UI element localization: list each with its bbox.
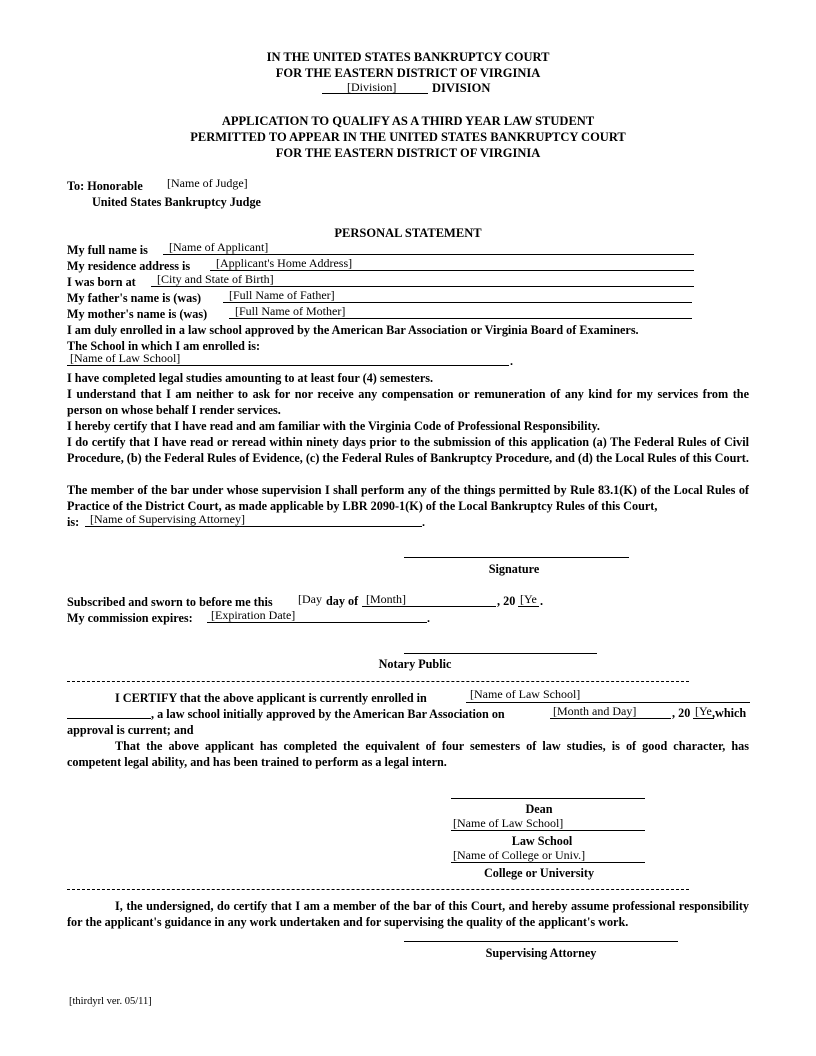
division-label: DIVISION <box>432 81 491 95</box>
rules-certification: I do certify that I have read or reread within ninety days prior to the submission of this application (a) The Federal Rules of Civil Procedure, (b) the Federal Rules of Evidence, (c) the Federal Rules of Bankruptcy Procedure, and (d) the Local Rules of this Court. <box>67 435 749 465</box>
dean-school-underline <box>466 702 750 703</box>
section-divider-2 <box>67 889 689 890</box>
mother-label: My mother's name is (was) <box>67 307 208 321</box>
dean-certify-intro: I CERTIFY that the above applicant is currently enrolled in <box>115 691 427 705</box>
approval-date-field[interactable]: [Month and Day] <box>553 704 637 718</box>
attorney-underline <box>85 526 422 527</box>
dean-school-underline-cont <box>67 718 151 719</box>
school-period: . <box>510 354 513 368</box>
section-divider-1 <box>67 681 689 682</box>
full-name-label: My full name is <box>67 243 148 257</box>
father-label: My father's name is (was) <box>67 291 202 305</box>
school-underline <box>67 365 509 366</box>
approval-year-underline <box>693 718 714 719</box>
mother-underline <box>229 318 692 319</box>
expiration-underline <box>207 622 427 623</box>
comma-twenty: , 20 <box>497 594 516 608</box>
commission-period: . <box>427 611 430 625</box>
personal-statement-heading: PERSONAL STATEMENT <box>334 226 482 240</box>
approval-year-field[interactable]: [Ye <box>695 704 712 718</box>
applicant-character-statement: That the above applicant has completed the equivalent of four semesters of law studies, is of good character, has competent legal ability, and has been trained to perform as a legal intern. <box>67 739 749 769</box>
court-title-line2: FOR THE EASTERN DISTRICT OF VIRGINIA <box>275 66 541 80</box>
attorney-period: . <box>422 515 425 529</box>
division-field[interactable]: [Division] <box>347 80 397 94</box>
compensation-statement: I understand that I am neither to ask for nor receive any compensation or remuneration of any kind for my services from the person on whose behalf I render services. <box>67 387 749 417</box>
school-label: The School in which I am enrolled is: <box>67 339 261 353</box>
month-field[interactable]: [Month] <box>366 592 406 606</box>
day-field[interactable]: [Day <box>298 592 322 606</box>
subscribed-label: Subscribed and sworn to before me this <box>67 595 273 609</box>
court-title-line1: IN THE UNITED STATES BANKRUPTCY COURT <box>266 50 550 64</box>
mother-name-field[interactable]: [Full Name of Mother] <box>235 304 346 318</box>
approval-date-underline <box>550 718 671 719</box>
year-underline <box>518 606 539 607</box>
college-label: College or University <box>483 866 595 880</box>
form-version: [thirdyrl ver. 05/11] <box>69 996 152 1007</box>
application-title-line3: FOR THE EASTERN DISTRICT OF VIRGINIA <box>275 146 541 160</box>
judge-name-field[interactable]: [Name of Judge] <box>167 176 248 190</box>
attorney-signature-line[interactable] <box>404 941 678 942</box>
birthplace-underline <box>151 286 694 287</box>
college-line <box>451 862 645 863</box>
which-label: ,which <box>712 706 747 720</box>
commission-label: My commission expires: <box>67 611 193 625</box>
full-name-field[interactable]: [Name of Applicant] <box>169 240 269 254</box>
father-name-field[interactable]: [Full Name of Father] <box>229 288 335 302</box>
year-period: . <box>540 594 544 608</box>
application-title-line1: APPLICATION TO QUALIFY AS A THIRD YEAR LAW STUDENT <box>221 114 595 128</box>
expiration-field[interactable]: [Expiration Date] <box>211 608 296 622</box>
day-of-label: day of <box>326 594 359 608</box>
college-field[interactable]: [Name of College or Univ.] <box>453 848 586 862</box>
approval-current-text: approval is current; and <box>67 723 194 737</box>
to-judge-title: United States Bankruptcy Judge <box>92 195 261 209</box>
supervising-attorney-label: Supervising Attorney <box>485 946 597 960</box>
father-underline <box>223 302 692 303</box>
semesters-statement: I have completed legal studies amounting to at least four (4) semesters. <box>67 371 434 385</box>
notary-signature-line[interactable] <box>404 653 597 654</box>
signature-label: Signature <box>488 562 540 576</box>
law-school-line <box>451 830 645 831</box>
supervision-statement: The member of the bar under whose supervision I shall perform any of the things permitted by Rule 83.1(K) of the Local Rules of Practice of the District Court, as made applicable by LBR 2090-1(K) of the Local Bankruptcy Rules of this Court, <box>67 483 749 513</box>
residence-field[interactable]: [Applicant's Home Address] <box>216 256 353 270</box>
residence-underline <box>210 270 694 271</box>
notary-public-label: Notary Public <box>378 657 452 671</box>
dean-school-name-field[interactable]: [Name of Law School] <box>470 687 581 701</box>
born-label: I was born at <box>67 275 136 289</box>
dean-signature-line[interactable] <box>451 798 645 799</box>
dean-approval-text: , a law school initially approved by the American Bar Association on <box>151 707 505 721</box>
attorney-certification-statement: I, the undersigned, do certify that I am a member of the bar of this Court, and hereby assume professional responsibility for the applicant's guidance in any work undertaken and for supervising the quality of the applicant's work. <box>67 899 749 929</box>
enrolled-statement: I am duly enrolled in a law school approved by the American Bar Association or Virginia Board of Examiners. <box>67 323 639 337</box>
signature-line[interactable] <box>404 557 629 558</box>
supervising-attorney-field[interactable]: [Name of Supervising Attorney] <box>90 512 245 526</box>
residence-label: My residence address is <box>67 259 191 273</box>
year-field[interactable]: [Ye <box>520 592 537 606</box>
code-certification: I hereby certify that I have read and am familiar with the Virginia Code of Professional Responsibility. <box>67 419 600 433</box>
to-honorable-label: To: Honorable <box>67 179 143 193</box>
application-title-line2: PERMITTED TO APPEAR IN THE UNITED STATES BANKRUPTCY COURT <box>190 130 626 144</box>
month-underline <box>362 606 496 607</box>
school-name-field[interactable]: [Name of Law School] <box>70 351 181 365</box>
birthplace-field[interactable]: [City and State of Birth] <box>157 272 274 286</box>
law-school-label: Law School <box>511 834 573 848</box>
law-school-field[interactable]: [Name of Law School] <box>453 816 564 830</box>
full-name-underline <box>163 254 694 255</box>
is-label: is: <box>67 515 80 529</box>
dean-label: Dean <box>525 802 553 816</box>
dean-comma-twenty: , 20 <box>672 706 691 720</box>
